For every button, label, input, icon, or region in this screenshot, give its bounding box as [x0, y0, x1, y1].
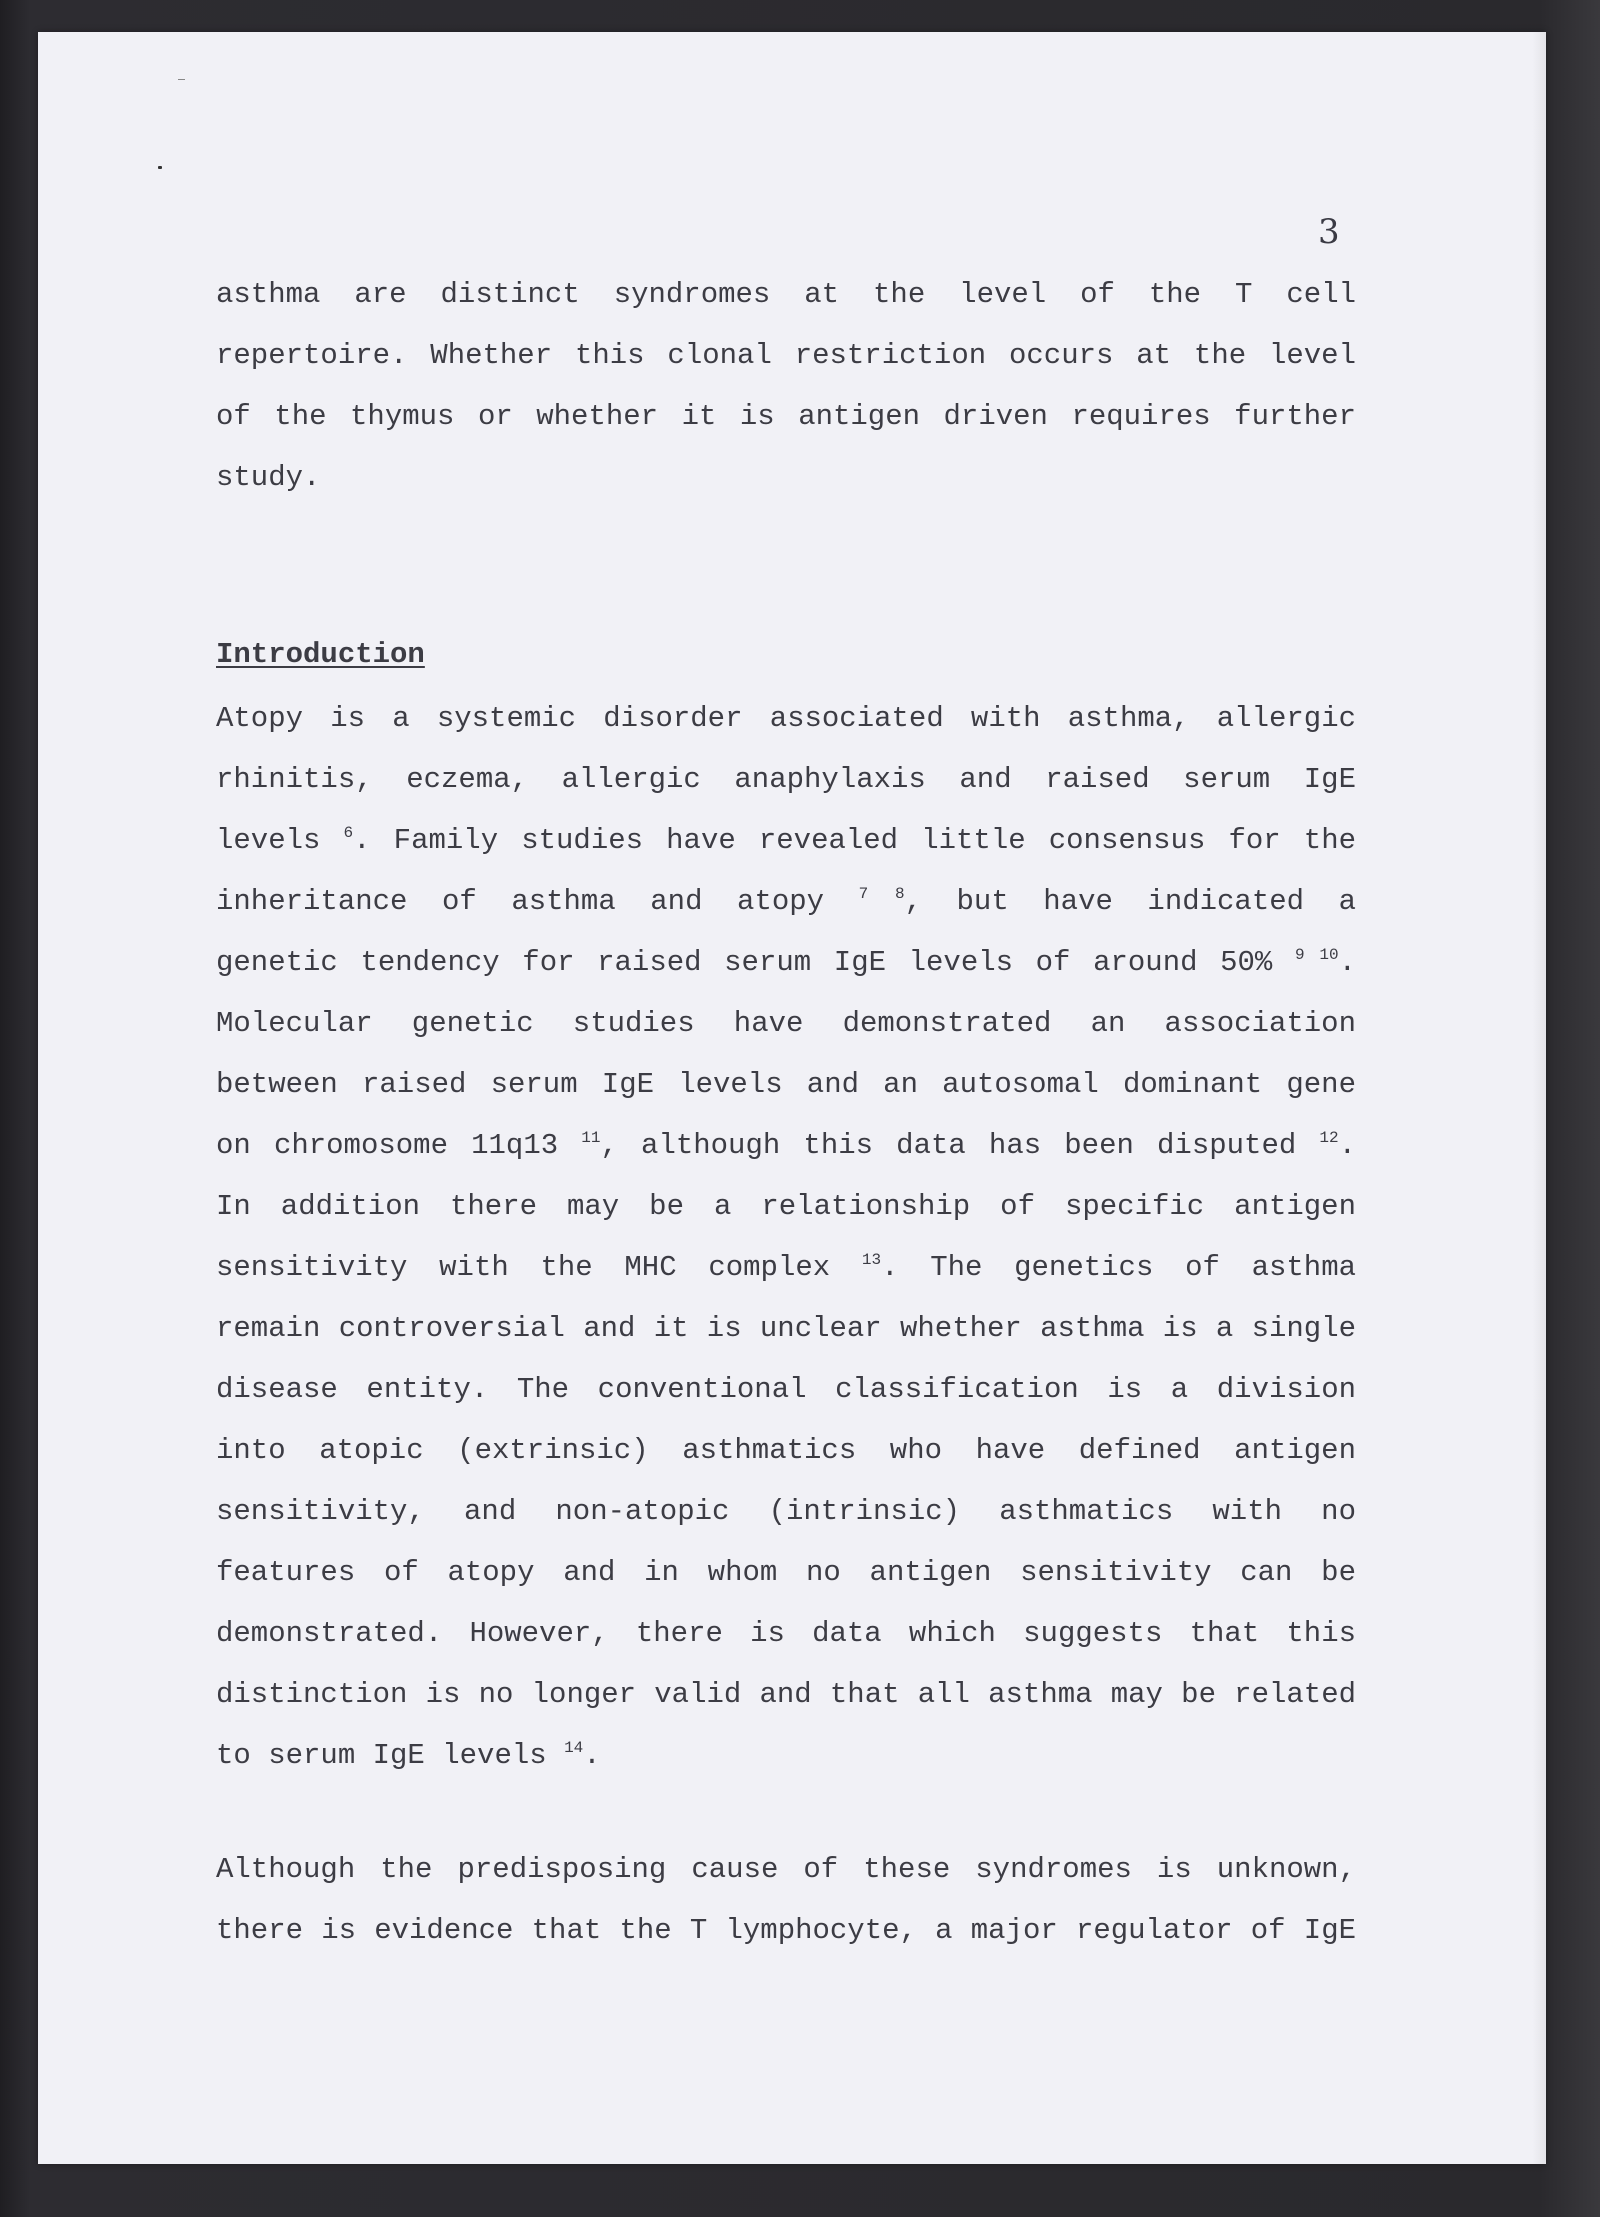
text-line: to serum IgE levels $^{14}$.: [216, 1739, 601, 1772]
section-heading-introduction: Introduction: [216, 638, 425, 671]
text-line: asthma are distinct syndromes at the level of the T cell: [216, 278, 1356, 311]
text-line: disease entity. The conventional classification is a division: [216, 1373, 1356, 1406]
text-line: there is evidence that the T lymphocyte, a major regulator of IgE: [216, 1914, 1356, 1947]
text-line: In addition there may be a relationship of specific antigen: [216, 1190, 1356, 1223]
text-line: inheritance of asthma and atopy $^{7 8}$, but have indicated a: [216, 885, 1356, 918]
page-number: 3: [1318, 212, 1340, 252]
text-line: study.: [216, 461, 321, 494]
text-line: Although the predisposing cause of these syndromes is unknown,: [216, 1853, 1356, 1886]
citation-superscript: 12: [1319, 1129, 1339, 1147]
text-line: into atopic (extrinsic) asthmatics who have defined antigen: [216, 1434, 1356, 1467]
text-line: distinction is no longer valid and that all asthma may be related: [216, 1678, 1356, 1711]
citation-superscript: 7 8: [858, 885, 905, 903]
introduction-paragraph-1: [216, 688, 1356, 1786]
scan-speck: [158, 166, 162, 169]
citation-superscript: 13: [861, 1251, 882, 1269]
citation-superscript: 6: [343, 824, 354, 842]
abstract-continuation: [216, 264, 1356, 508]
text-line: sensitivity with the MHC complex $^{13}$. The genetics of asthma: [216, 1251, 1357, 1284]
text-line: levels $^6$. Family studies have revealed little consensus for the: [216, 824, 1357, 857]
text-line: features of atopy and in whom no antigen sensitivity can be: [216, 1556, 1356, 1589]
text-line: sensitivity, and non-atopic (intrinsic) asthmatics with no: [216, 1495, 1356, 1528]
text-line: rhinitis, eczema, allergic anaphylaxis and raised serum IgE: [216, 763, 1356, 796]
scan-mark: [178, 79, 185, 80]
text-line: between raised serum IgE levels and an autosomal dominant gene: [216, 1068, 1356, 1101]
text-line: on chromosome 11q13 $^{11}$, although this data has been disputed $^{12}$.: [216, 1129, 1357, 1162]
citation-superscript: 14: [564, 1739, 584, 1757]
text-line: genetic tendency for raised serum IgE levels of around 50% $^{9 10}$.: [216, 946, 1356, 979]
citation-superscript: 9 10: [1294, 946, 1339, 964]
citation-superscript: 11: [581, 1129, 601, 1147]
introduction-paragraph-2: [216, 1839, 1356, 1961]
text-line: Molecular genetic studies have demonstrated an association: [216, 1007, 1356, 1040]
page-edge-shade: [1532, 32, 1546, 2164]
text-line: demonstrated. However, there is data which suggests that this: [216, 1617, 1356, 1650]
text-line: remain controversial and it is unclear whether asthma is a single: [216, 1312, 1356, 1345]
text-line: repertoire. Whether this clonal restriction occurs at the level: [216, 339, 1356, 372]
text-line: Atopy is a systemic disorder associated with asthma, allergic: [216, 702, 1356, 735]
text-line: of the thymus or whether it is antigen driven requires further: [216, 400, 1356, 433]
